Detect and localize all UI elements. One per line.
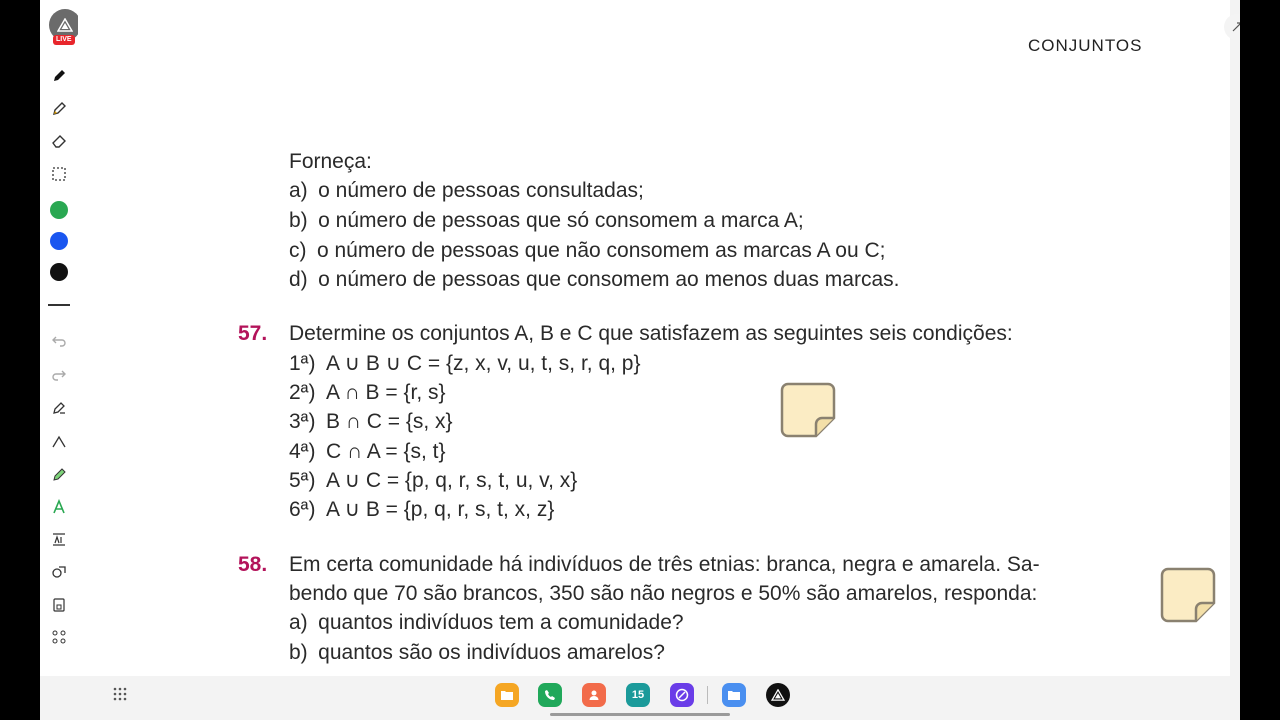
blue-color-swatch[interactable] bbox=[50, 232, 68, 250]
list-item: a) o número de pessoas consultadas; bbox=[289, 179, 644, 202]
shape-draw-icon[interactable] bbox=[49, 432, 69, 452]
text-style-icon[interactable] bbox=[49, 497, 69, 517]
redo-icon[interactable] bbox=[49, 365, 69, 385]
pen-icon[interactable] bbox=[49, 66, 69, 86]
highlighter-icon[interactable] bbox=[49, 99, 69, 119]
text-recognition-icon[interactable] bbox=[49, 529, 69, 549]
eraser-icon[interactable] bbox=[49, 131, 69, 151]
list-item: a) quantos indivíduos tem a comunidade? bbox=[289, 611, 684, 634]
condition: 5ª) A ∪ C = {p, q, r, s, t, u, v, x} bbox=[289, 469, 578, 492]
sticky-note-icon[interactable] bbox=[780, 382, 836, 438]
page-header: CONJUNTOS bbox=[1028, 36, 1143, 55]
shapes-icon[interactable] bbox=[49, 562, 69, 582]
taskbar bbox=[40, 676, 1240, 720]
browser-app-icon[interactable] bbox=[670, 683, 694, 707]
question-number: 57. bbox=[238, 322, 268, 345]
question-text: Determine os conjuntos A, B e C que satisfazem as seguintes seis condições: bbox=[289, 322, 1013, 345]
triangle-logo-icon bbox=[57, 18, 73, 32]
list-item: c) o número de pessoas que não consomem as marcas A ou C; bbox=[289, 239, 886, 262]
list-item: b) o número de pessoas que só consomem a marca A; bbox=[289, 209, 804, 232]
black-color-swatch[interactable] bbox=[50, 263, 68, 281]
undo-icon[interactable] bbox=[49, 331, 69, 351]
shape-pen-icon[interactable] bbox=[49, 398, 69, 418]
calendar-app-icon[interactable]: 15 bbox=[626, 683, 650, 707]
app-drawer-icon[interactable] bbox=[112, 686, 128, 707]
recorder-app-icon[interactable] bbox=[766, 683, 790, 707]
lasso-select-icon[interactable] bbox=[49, 164, 69, 184]
phone-app-icon[interactable] bbox=[538, 683, 562, 707]
question-text: Em certa comunidade há indivíduos de três etnias: branca, negra e amarela. Sa- bbox=[289, 553, 1040, 576]
gallery-app-icon[interactable] bbox=[722, 683, 746, 707]
contacts-app-icon[interactable] bbox=[582, 683, 606, 707]
collapse-icon[interactable] bbox=[1224, 14, 1240, 40]
files-app-icon[interactable] bbox=[495, 683, 519, 707]
sticky-note-icon[interactable] bbox=[1160, 567, 1216, 623]
annotation-toolbar bbox=[40, 0, 79, 676]
condition: 2ª) A ∩ B = {r, s} bbox=[289, 381, 446, 404]
dock-divider bbox=[707, 686, 708, 704]
list-item: d) o número de pessoas que consomem ao menos duas marcas. bbox=[289, 268, 900, 291]
list-item: b) quantos são os indivíduos amarelos? bbox=[289, 641, 665, 664]
condition: 4ª) C ∩ A = {s, t} bbox=[289, 440, 446, 463]
more-apps-icon[interactable] bbox=[49, 627, 69, 647]
live-badge: LIVE bbox=[53, 35, 75, 45]
lock-icon[interactable] bbox=[49, 595, 69, 615]
highlighter-pen-icon[interactable] bbox=[49, 465, 69, 485]
condition: 1ª) A ∪ B ∪ C = {z, x, v, u, t, s, r, q, p} bbox=[289, 352, 641, 375]
green-color-swatch[interactable] bbox=[50, 201, 68, 219]
question-text: bendo que 70 são brancos, 350 são não negros e 50% são amarelos, responda: bbox=[289, 582, 1038, 605]
question-number: 58. bbox=[238, 553, 268, 576]
intro-text: Forneça: bbox=[289, 150, 372, 173]
condition: 3ª) B ∩ C = {s, x} bbox=[289, 410, 453, 433]
condition: 6ª) A ∪ B = {p, q, r, s, t, x, z} bbox=[289, 498, 555, 521]
stroke-width-indicator[interactable] bbox=[48, 304, 70, 306]
document-page bbox=[78, 0, 1230, 676]
home-indicator[interactable] bbox=[550, 713, 730, 716]
tablet-screen bbox=[40, 0, 1240, 720]
